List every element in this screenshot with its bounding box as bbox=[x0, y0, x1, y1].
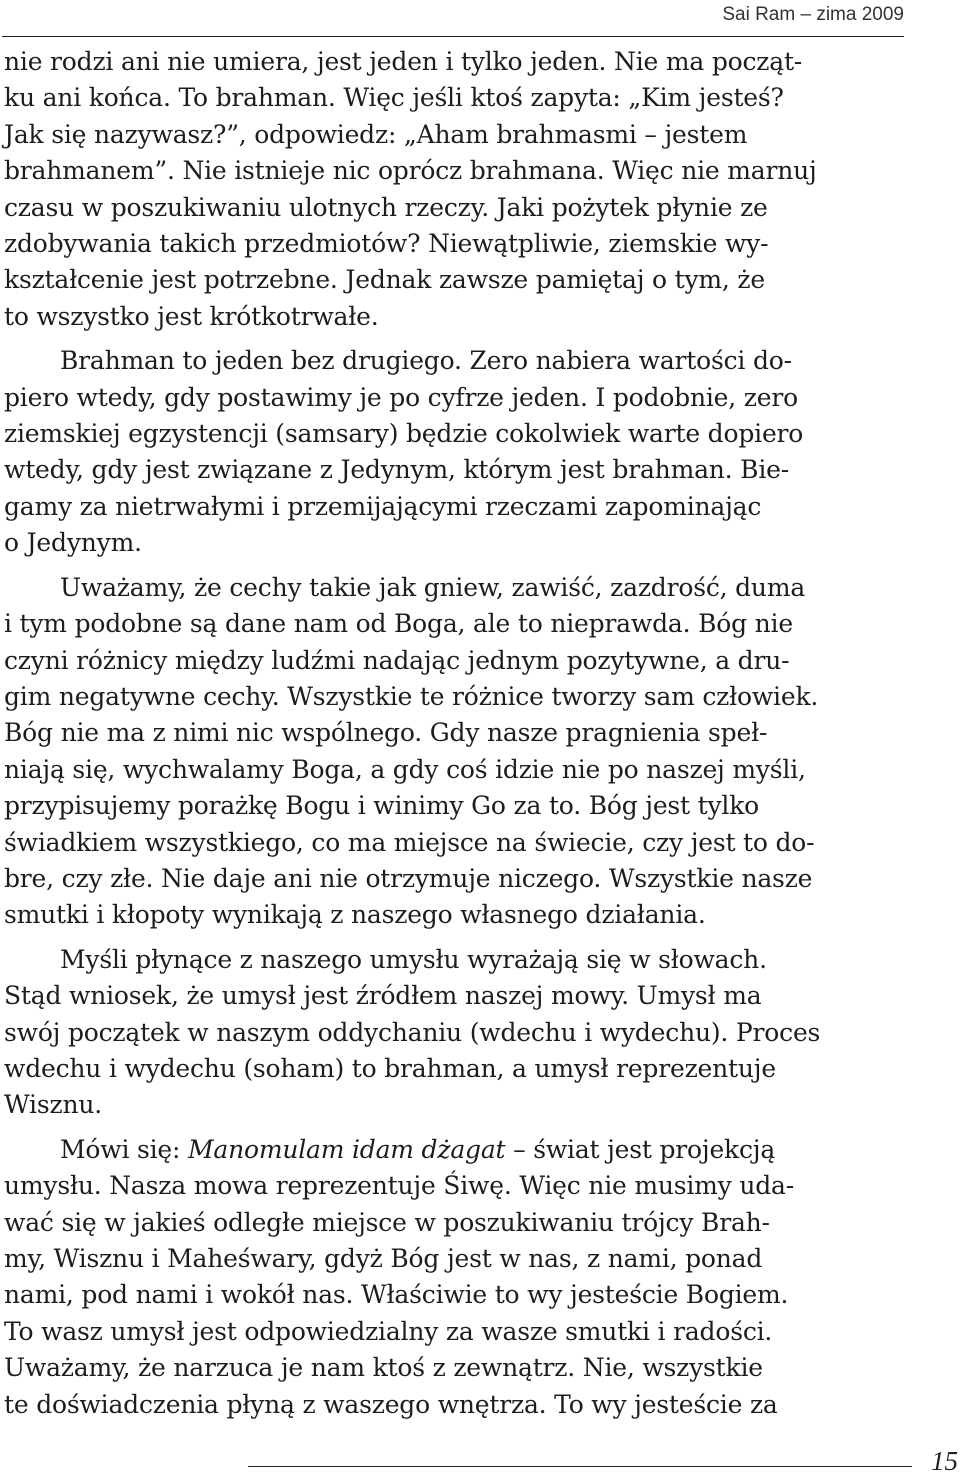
paragraph-3: Uważamy, że cechy takie jak gniew, zawiść, zazdrość, duma i tym podobne są dane nam od Boga, ale to nieprawda. Bóg nie czyni różnicy między ludźmi nadając jednym pozytywne, a dru- gim negatywne cechy. Wszystkie te różnice tworzy sam człowiek. Bóg nie ma z nimi nic wspólnego. Gdy nasze pragnienia speł- niają się, wychwalamy Boga, a gdy coś idzie nie po naszej myśli, przypisujemy porażkę Bogu i winimy Go za to. Bóg jest tylko świadkiem wszystkiego, co ma miejsce na świecie, czy jest to do- bre, czy złe. Nie daje ani nie otrzymuje niczego. Wszystkie nasze smutki i kłopoty wynikają z naszego własnego działania. bbox=[4, 572, 819, 930]
paragraph-1: nie rodzi ani nie umiera, jest jeden i tylko jeden. Nie ma począt- ku ani końca. To brahman. Więc jeśli ktoś zapyta: „Kim jesteś? Jak się nazywasz?”, odpowiedz: „Aham brahmasmi – jestem brahmanem”. Nie istnieje nic oprócz brahmana. Więc nie marnuj czasu w poszukiwaniu ulotnych rzeczy. Jaki pożytek płynie ze zdobywania takich przedmiotów? Niewątpliwie, ziemskie wy- kształcenie jest potrzebne. Jednak zawsze pamiętaj o tym, że to wszystko jest krótkotrwałe. bbox=[4, 47, 817, 331]
footer-divider bbox=[248, 1466, 912, 1467]
paragraph-2: Brahman to jeden bez drugiego. Zero nabiera wartości do- piero wtedy, gdy postawimy je po cyfrze jeden. I podobnie, zero ziemskiej egzystencji (samsary) będzie cokolwiek warte dopiero wtedy, gdy jest związane z Jedynym, którym jest brahman. Bie- gamy za nietrwałymi i przemijającymi rzeczami zapominając o Jedynym. bbox=[4, 346, 804, 558]
paragraph-5 bbox=[4, 1132, 906, 1423]
article-body bbox=[4, 44, 906, 1423]
running-header: Sai Ram – zima 2009 bbox=[722, 4, 904, 25]
paragraph-5-text: – świat jest projekcją umysłu. Nasza mowa reprezentuje Śiwę. Więc nie musimy uda- wać się w jakieś odległe miejsce w poszukiwaniu trójcy Brah- my, Wisznu i Maheśwary, gdyż Bóg jest w nas, z nami, ponad nami, pod nami i wokół nas. Właściwie to wy jesteście Bogiem. To wasz umysł jest odpowiedzialny za wasze smutki i radości. Uważamy, że narzuca je nam ktoś z zewnątrz. Nie, wszystkie te doświadczenia płyną z waszego wnętrza. To wy jesteście za bbox=[4, 1134, 795, 1419]
paragraph-5-lead: Mówi się: bbox=[60, 1134, 188, 1164]
paragraph-4: Myśli płynące z naszego umysłu wyrażają się w słowach. Stąd wniosek, że umysł jest źródłem naszej mowy. Umysł ma swój początek w naszym oddychaniu (wdechu i wydechu). Proces wdechu i wydechu (soham) to brahman, a umysł reprezentuje Wisznu. bbox=[4, 944, 821, 1120]
sanskrit-phrase: Manomulam idam dżagat bbox=[187, 1134, 506, 1164]
header-divider bbox=[2, 36, 904, 37]
page-number: 15 bbox=[931, 1446, 958, 1476]
